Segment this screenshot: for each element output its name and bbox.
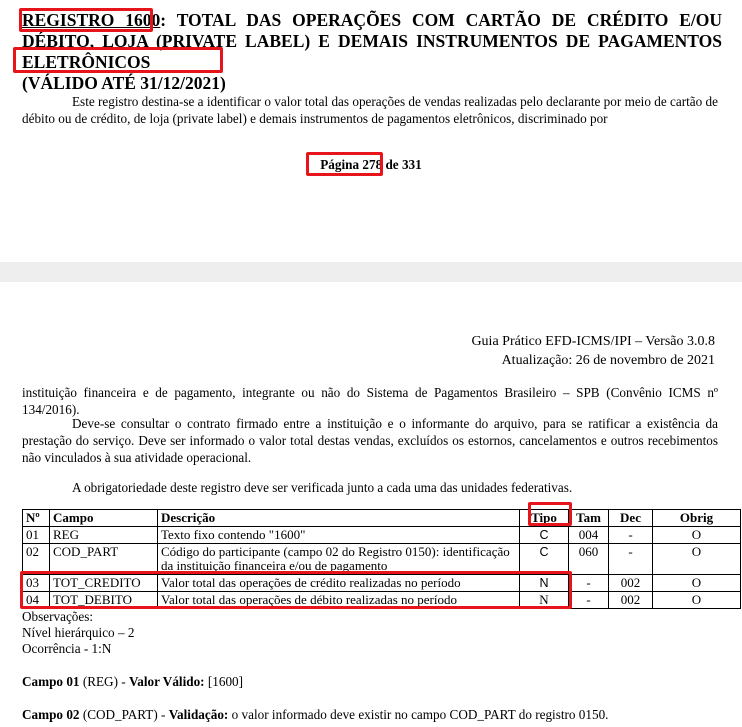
col-header-dec: Dec	[609, 510, 653, 527]
update-date: Atualização: 26 de novembro de 2021	[501, 353, 715, 368]
table-row	[23, 575, 741, 592]
col-header-obrig: Obrig	[653, 510, 741, 527]
cell-n: 03	[23, 575, 50, 592]
paragraph-1: instituição financeira e de pagamento, integrante ou não do Sistema de Pagamentos Brasileiro – SPB (Convênio ICMS nº 134/2016).	[22, 385, 718, 417]
campo-01-value: [1600]	[204, 674, 244, 689]
table-row	[23, 527, 741, 544]
col-header-n: Nº	[23, 510, 50, 527]
page-break	[0, 262, 742, 282]
cell-obrig: O	[653, 592, 741, 609]
paragraph-2: Deve-se consultar o contrato firmado entre a instituição e o informante do arquivo, para se ratificar a existência da prestação do serviço. Deve ser informado o valor total destas vendas, excluídos os estornos, cancelamentos e outros recebimentos não vinculados à sua atividade operacional.	[22, 416, 718, 465]
page-number	[0, 157, 742, 173]
cell-dec: -	[609, 527, 653, 544]
cell-tipo: C	[520, 527, 569, 544]
observations-label: Observações:	[22, 609, 94, 624]
cell-dec: 002	[609, 575, 653, 592]
cell-tipo: N	[520, 575, 569, 592]
campo-02-label: Campo 02	[22, 707, 80, 722]
cell-descricao: Texto fixo contendo "1600"	[158, 527, 520, 544]
cell-tipo: C	[520, 544, 569, 575]
intro-paragraph: Este registro destina-se a identificar o valor total das operações de vendas realizadas pelo declarante por meio de cartão de débito ou de crédito, de loja (private label) e demais instrumentos de pagamentos eletrônicos, discriminado por	[22, 94, 718, 126]
cell-tam: 060	[569, 544, 609, 575]
cell-dec: -	[609, 544, 653, 575]
cell-descricao	[158, 544, 520, 575]
cell-dec: 002	[609, 592, 653, 609]
register-table	[22, 509, 741, 609]
col-header-tipo: Tipo	[520, 510, 569, 527]
cell-n: 04	[23, 592, 50, 609]
table-row	[23, 544, 741, 575]
campo-02-rule	[22, 707, 608, 723]
col-header-tam: Tam	[569, 510, 609, 527]
cell-n: 01	[23, 527, 50, 544]
register-code: REGISTRO 1600	[22, 10, 161, 30]
page-total: de 331	[382, 157, 422, 172]
hierarchy-level: Nível hierárquico – 2	[22, 625, 135, 640]
cell-obrig: O	[653, 527, 741, 544]
occurrence: Ocorrência - 1:N	[22, 641, 112, 656]
campo-02-key: Validação:	[168, 707, 229, 722]
paragraph-3: A obrigatoriedade deste registro deve ser verificada junto a cada uma das unidades federativas.	[72, 480, 573, 495]
campo-01-key: Valor Válido:	[128, 674, 205, 689]
table-header-row	[23, 510, 741, 527]
cell-tam: -	[569, 575, 609, 592]
page-current: Página 278	[320, 157, 383, 172]
col-header-campo: Campo	[50, 510, 158, 527]
col-header-descricao: Descrição	[158, 510, 520, 527]
guide-version: Guia Prático EFD-ICMS/IPI – Versão 3.0.8	[471, 334, 715, 349]
cell-campo: COD_PART	[50, 544, 158, 575]
campo-02-value: o valor informado deve existir no campo COD_PART do registro 0150.	[228, 707, 609, 722]
cell-tam: -	[569, 592, 609, 609]
campo-02-code: (COD_PART) -	[79, 707, 169, 722]
cell-obrig: O	[653, 544, 741, 575]
title-text: : TOTAL DAS OPERAÇÕES COM CARTÃO DE CRÉDITO E/OU DÉBITO, LOJA (PRIVATE LABEL) E DEMAIS INSTRUMENTOS DE PAGAMENTOS ELETRÔNICOS	[22, 10, 723, 72]
cell-n: 02	[23, 544, 50, 575]
table-row	[23, 592, 741, 609]
campo-01-label: Campo 01	[22, 674, 80, 689]
cell-descricao: Valor total das operações de crédito realizadas no período	[158, 575, 520, 592]
cell-tam: 004	[569, 527, 609, 544]
cell-descricao-text: Código do participante (campo 02 do Registro 0150): identificação da instituição financeira e/ou de pagamento	[161, 545, 510, 573]
observations	[22, 609, 134, 657]
cell-obrig: O	[653, 575, 741, 592]
campo-01-code: (REG) -	[79, 674, 129, 689]
cell-campo: REG	[50, 527, 158, 544]
cell-campo: TOT_CREDITO	[50, 575, 158, 592]
cell-tipo: N	[520, 592, 569, 609]
section-title	[22, 10, 722, 94]
cell-campo: TOT_DEBITO	[50, 592, 158, 609]
validity-note: (VÁLIDO ATÉ 31/12/2021)	[22, 73, 226, 93]
cell-descricao: Valor total das operações de débito realizadas no período	[158, 592, 520, 609]
campo-01-rule	[22, 674, 243, 690]
